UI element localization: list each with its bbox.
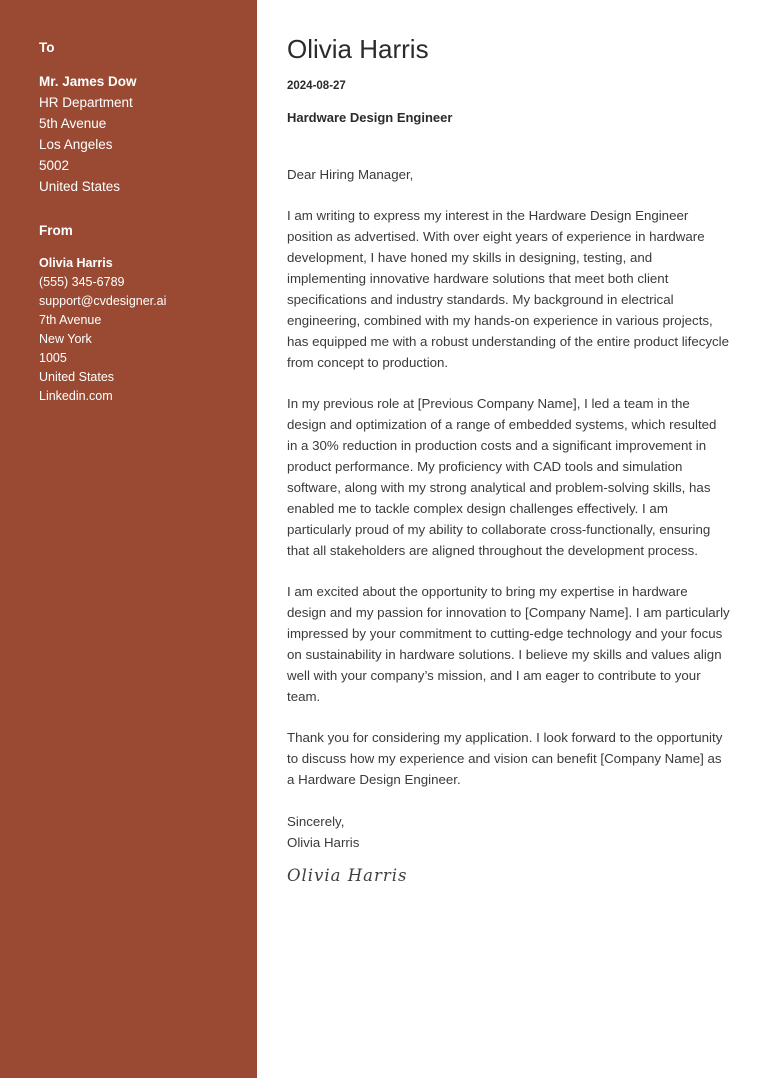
sender-zip: 1005 (39, 351, 67, 365)
closing-name: Olivia Harris (287, 835, 360, 851)
sender-city: New York (39, 332, 92, 346)
paragraph-intro: I am writing to express my interest in the Hardware Design Engineer position as advertised. With over eight years of experience in hardware development, I have honed my skills in designing, testing, and implementing innovative hardware solutions that meet both client specifications and industry standards. My background in electrical engineering, combined with my hands-on experience in various projects, has equipped me with a robust understanding of the entire product lifecycle from concept to production. (287, 208, 730, 371)
sender-street: 7th Avenue (39, 313, 102, 327)
page-title: Olivia Harris (287, 34, 429, 64)
closing: Sincerely, (287, 814, 345, 830)
from-heading: From (39, 223, 73, 238)
paragraph-motivation: I am excited about the opportunity to bring my expertise in hardware design and my passion for innovation to [Company Name]. I am particularly impressed by your commitment to cutting-edge technology and your focus on sustainability in hardware solutions. I believe my skills and values align well with your company’s mission, and I am eager to contribute to your team. (287, 584, 730, 705)
paragraph-thanks: Thank you for considering my application. I look forward to the opportunity to discuss how my experience and vision can benefit [Company Name] as a Hardware Design Engineer. (287, 730, 723, 788)
sender-country: United States (39, 370, 115, 384)
to-heading: To (39, 40, 55, 55)
job-title: Hardware Design Engineer (287, 110, 453, 126)
sender-linkedin: Linkedin.com (39, 389, 113, 403)
letter-body (257, 0, 768, 1078)
letter-date: 2024-08-27 (287, 80, 346, 93)
paragraph-experience: In my previous role at [Previous Company Name], I led a team in the design and optimization of a range of embedded systems, which resulted in a 30% reduction in production costs and a significant improvement in product performance. My proficiency with CAD tools and simulation software, along with my strong analytical and problem-solving skills, has enabled me to tackle complex design challenges effectively. I am particularly proud of my ability to collaborate cross-functionally, ensuring that all stakeholders are aligned throughout the development process. (287, 396, 717, 559)
recipient-city: Los Angeles (39, 137, 113, 152)
recipient-zip: 5002 (39, 158, 70, 173)
recipient-name: Mr. James Dow (39, 74, 137, 89)
recipient-street: 5th Avenue (39, 116, 107, 131)
contact-sidebar (0, 0, 257, 1078)
sender-email: support@cvdesigner.ai (39, 294, 167, 308)
sender-name: Olivia Harris (39, 256, 113, 270)
salutation: Dear Hiring Manager, (287, 167, 414, 183)
handwritten-signature: Olivia Harris (287, 866, 408, 886)
sender-section (39, 223, 239, 406)
recipient-section (39, 40, 239, 197)
recipient-department: HR Department (39, 95, 133, 110)
sender-phone: (555) 345-6789 (39, 275, 125, 289)
recipient-country: United States (39, 179, 121, 194)
